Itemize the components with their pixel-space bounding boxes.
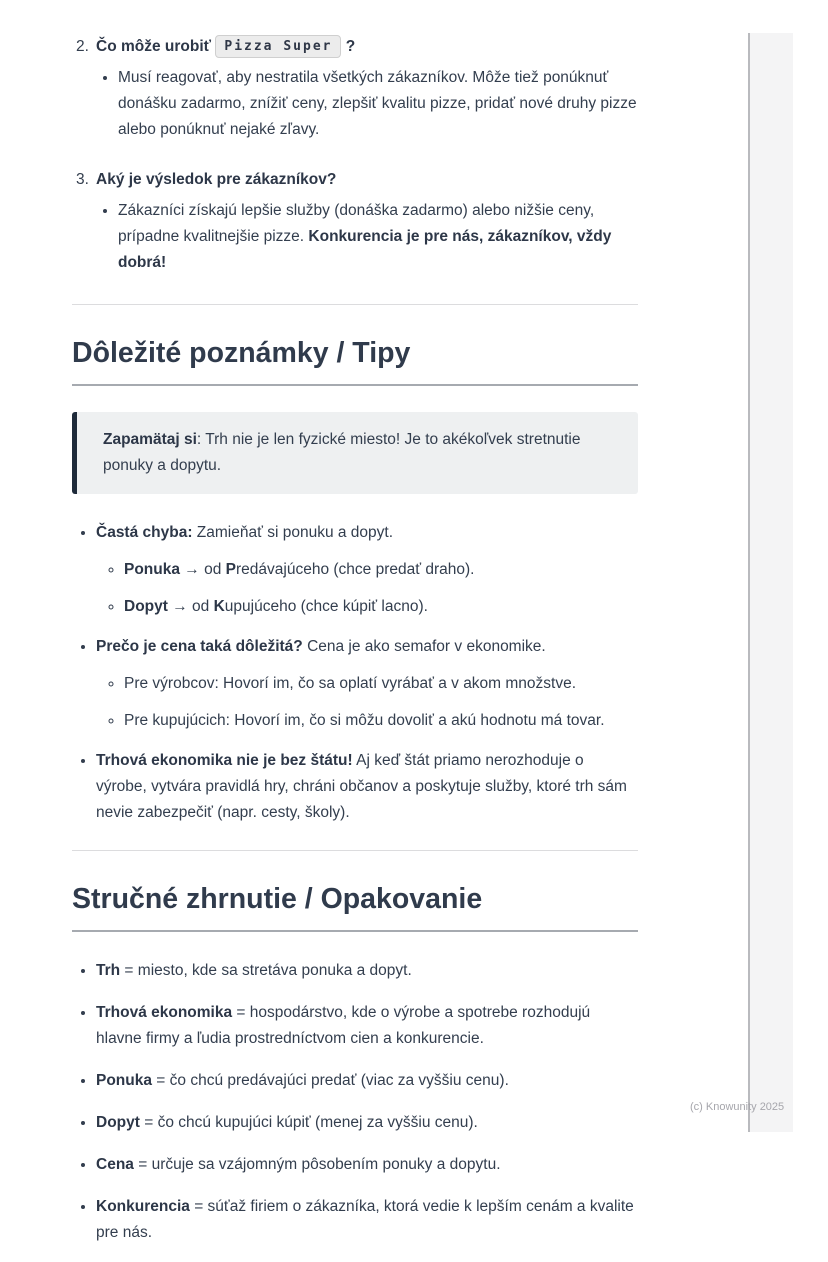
question-title — [96, 34, 638, 60]
list-item-text — [96, 1004, 590, 1047]
text-segment: = súťaž firiem o zákazníka, ktorá vedie k lepším cenám a kvalite pre nás. — [96, 1198, 634, 1242]
question-item — [72, 34, 638, 147]
question-number: 2. — [76, 38, 89, 55]
question-title — [96, 167, 638, 193]
bold-text-segment: Konkurencia je pre nás, zákazníkov, vždy dobrá! — [118, 228, 612, 271]
section-divider — [72, 304, 638, 305]
tips-list — [72, 520, 638, 826]
inline-code-chip: Pizza Super — [215, 35, 341, 58]
list-item-text — [96, 752, 627, 821]
question-body — [96, 34, 638, 147]
callout-text — [103, 427, 612, 479]
text-segment: : Trh nie je len fyzické miesto! Je to akékoľvek stretnutie ponuky a dopytu. — [103, 431, 581, 475]
text-segment: Pre výrobcov: Hovorí im, čo sa oplatí vyrábať a v akom množstve. — [124, 675, 577, 693]
sub-list — [96, 557, 638, 620]
section-heading-tips: Dôležité poznámky / Tipy — [72, 335, 638, 386]
list-item-text — [96, 1198, 634, 1241]
question-item — [72, 167, 638, 280]
answer-bullet-list — [96, 65, 638, 143]
list-item — [96, 1000, 638, 1052]
bold-text-segment: Trhová ekonomika — [96, 1004, 233, 1022]
section-divider — [72, 850, 638, 851]
bold-text-segment: Dopyt — [124, 598, 168, 616]
text-segment: → od — [167, 598, 214, 616]
question-body — [96, 167, 638, 280]
bold-text-segment: Trhová ekonomika nie je bez štátu! — [96, 752, 353, 770]
sub-list-item — [124, 594, 638, 620]
bold-text-segment: Prečo je cena taká dôležitá? — [96, 638, 303, 656]
text-segment: Cena je ako semafor v ekonomike. — [302, 638, 546, 656]
list-item-text — [96, 1072, 509, 1089]
list-item — [96, 748, 638, 826]
text-segment: = miesto, kde sa stretáva ponuka a dopyt. — [120, 962, 412, 980]
bold-text-segment: Ponuka — [96, 1072, 152, 1090]
list-item-text — [96, 638, 546, 655]
bold-text-segment: Trh — [96, 962, 121, 980]
text-segment: = určuje sa vzájomným pôsobením ponuky a dopytu. — [133, 1156, 501, 1174]
list-item — [96, 1152, 638, 1178]
list-item — [96, 1110, 638, 1136]
list-item — [96, 634, 638, 734]
answer-bullet — [118, 65, 638, 143]
bold-text-segment: ? — [341, 38, 356, 55]
text-segment: Pre kupujúcich: Hovorí im, čo si môžu dovoliť a akú hodnotu má tovar. — [124, 712, 605, 730]
section-heading-summary: Stručné zhrnutie / Opakovanie — [72, 881, 638, 932]
document-content — [72, 34, 638, 1262]
list-item — [96, 520, 638, 620]
summary-list — [72, 958, 638, 1246]
question-number: 3. — [76, 171, 89, 188]
sub-list-item — [124, 671, 638, 697]
bold-text-segment: Ponuka — [124, 561, 180, 579]
list-item — [96, 1068, 638, 1094]
sub-list-item — [124, 557, 638, 583]
bold-text-segment: Zapamätaj si — [103, 431, 197, 449]
list-item-text — [96, 962, 412, 979]
sub-list — [96, 671, 638, 734]
text-segment: Aj keď štát priamo nerozhoduje o výrobe, vytvára pravidlá hry, chráni občanov a poskytuje služby, ktoré trh sám nevie zabezpečiť (napr. cesty, školy). — [96, 752, 627, 822]
right-scrollbar-track[interactable] — [748, 33, 793, 1132]
bold-text-segment: Dopyt — [96, 1114, 140, 1132]
copyright-watermark: (c) Knowunity 2025 — [690, 1101, 785, 1113]
list-item-text — [96, 524, 393, 541]
text-segment: redávajúceho (chce predať draho). — [236, 561, 475, 579]
answer-bullet — [118, 198, 638, 276]
text-segment: Zákazníci získajú lepšie služby (donáška zadarmo) alebo nižšie ceny, prípadne kvalitnejšie pizze. — [118, 202, 595, 245]
bold-text-segment: Aký je výsledok pre zákazníkov? — [96, 171, 337, 188]
list-item — [96, 958, 638, 984]
text-segment: = čo chcú kupujúci kúpiť (menej za vyššiu cenu). — [139, 1114, 478, 1132]
text-segment: Musí reagovať, aby nestratila všetkých zákazníkov. Môže tiež ponúknuť donášku zadarmo, znížiť ceny, zlepšiť kvalitu pizze, pridať nové druhy pizze alebo ponúknuť nejaké zľavy. — [118, 69, 637, 138]
bold-text-segment: P — [225, 561, 236, 579]
bold-text-segment: Konkurencia — [96, 1198, 190, 1216]
callout-note — [72, 412, 638, 494]
bold-text-segment: Častá chyba: — [96, 524, 193, 542]
bold-text-segment: Čo môže urobiť — [96, 38, 216, 55]
bold-text-segment: K — [213, 598, 225, 616]
text-segment: = čo chcú predávajúci predať (viac za vyššiu cenu). — [151, 1072, 509, 1090]
sub-list-item — [124, 708, 638, 734]
list-item — [96, 1194, 638, 1246]
bold-text-segment: Cena — [96, 1156, 134, 1174]
text-segment: Zamieňať si ponuku a dopyt. — [192, 524, 394, 542]
answer-bullet-list — [96, 198, 638, 276]
list-item-text — [96, 1114, 478, 1131]
numbered-question-list — [72, 34, 638, 280]
text-segment: upujúceho (chce kúpiť lacno). — [224, 598, 428, 616]
text-segment: = hospodárstvo, kde o výrobe a spotrebe rozhodujú hlavne firmy a ľudia prostredníctvom cien a konkurencie. — [96, 1004, 591, 1048]
text-segment: → od — [179, 561, 226, 579]
